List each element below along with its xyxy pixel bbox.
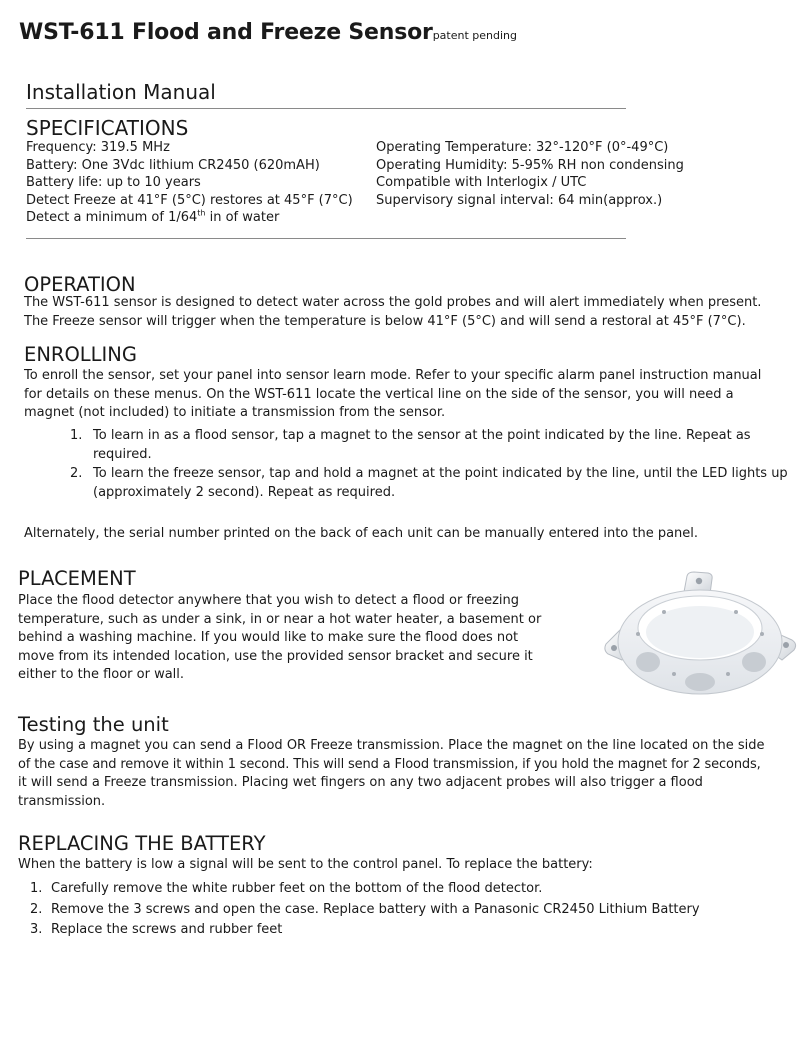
testing-line: By using a magnet you can send a Flood OR Freeze transmission. Place the magnet on the line located on the side bbox=[18, 738, 765, 753]
spec-operating-humidity: Operating Humidity: 5-95% RH non condensing bbox=[376, 157, 684, 173]
patent-pending-label: patent pending bbox=[432, 29, 518, 42]
document-title bbox=[19, 20, 517, 45]
placement-line: move from its intended location, use the provided sensor bracket and secure it bbox=[18, 648, 533, 664]
step-number: 2. bbox=[70, 466, 83, 481]
operation-line: The WST-611 sensor is designed to detect water across the gold probes and will alert immediately when present. bbox=[24, 295, 762, 310]
sensor-bracket-image bbox=[604, 570, 804, 710]
enrolling-line: magnet (not included) to initiate a transmission from the sensor. bbox=[24, 405, 446, 420]
enrolling-heading: ENROLLING bbox=[24, 343, 137, 366]
placement-text bbox=[18, 592, 588, 685]
placement-line: Place the flood detector anywhere that you wish to detect a flood or freezing bbox=[18, 593, 520, 608]
testing-line: of the case and remove it within 1 second. This will send a Flood transmission, if you hold the magnet for 2 seconds, bbox=[18, 756, 761, 772]
battery-steps bbox=[18, 880, 798, 940]
title-text: WST-611 Flood and Freeze Sensor bbox=[19, 20, 433, 45]
placement-line: temperature, such as under a sink, in or near a hot water heater, a basement or bbox=[18, 611, 542, 627]
enrolling-step: 1. To learn in as a flood sensor, tap a magnet to the sensor at the point indicated by the line. Repeat as required. bbox=[70, 428, 751, 462]
placement-heading: PLACEMENT bbox=[18, 567, 136, 590]
operation-text bbox=[24, 294, 804, 331]
sensor-bracket-icon bbox=[604, 570, 804, 710]
testing-line: it will send a Freeze transmission. Placing wet fingers on any two adjacent probes will also trigger a flood bbox=[18, 775, 703, 790]
step-number: 3. bbox=[30, 922, 43, 937]
step-number: 1. bbox=[70, 428, 83, 443]
spec-battery: Battery: One 3Vdc lithium CR2450 (620mAH) bbox=[26, 157, 320, 173]
testing-line: transmission. bbox=[18, 793, 106, 809]
spec-left-column bbox=[26, 139, 353, 227]
enrolling-text bbox=[24, 367, 804, 423]
installation-manual-heading: Installation Manual bbox=[26, 80, 216, 104]
testing-heading: Testing the unit bbox=[18, 713, 169, 736]
enrolling-alternate: Alternately, the serial number printed on the back of each unit can be manually entered into the panel. bbox=[24, 526, 699, 541]
enrolling-line: for details on these menus. On the WST-611 locate the vertical line on the side of the sensor, you will need a bbox=[24, 386, 734, 402]
spec-frequency: Frequency: 319.5 MHz bbox=[26, 140, 170, 155]
enrolling-line: To enroll the sensor, set your panel into sensor learn mode. Refer to your specific alarm panel instruction manual bbox=[24, 368, 762, 383]
operation-heading: OPERATION bbox=[24, 273, 136, 296]
battery-heading: REPLACING THE BATTERY bbox=[18, 832, 266, 855]
spec-operating-temperature: Operating Temperature: 32°-120°F (0°-49°C) bbox=[376, 140, 669, 155]
specifications-heading: SPECIFICATIONS bbox=[26, 116, 189, 140]
step-number: 2. bbox=[30, 901, 43, 917]
divider-bottom bbox=[26, 238, 626, 239]
divider-top bbox=[26, 108, 626, 109]
battery-step: 1. Carefully remove the white rubber feet on the bottom of the flood detector. bbox=[18, 880, 798, 899]
spec-min-water: Detect a minimum of 1/64th in of water bbox=[26, 208, 280, 225]
spec-supervisory-interval: Supervisory signal interval: 64 min(approx.) bbox=[376, 192, 663, 208]
spec-freeze-detect: Detect Freeze at 41°F (5°C) restores at 45°F (7°C) bbox=[26, 192, 353, 208]
spec-battery-life: Battery life: up to 10 years bbox=[26, 175, 201, 190]
operation-line: The Freeze sensor will trigger when the temperature is below 41°F (5°C) and will send a restoral at 45°F (7°C). bbox=[24, 313, 746, 329]
enrolling-step: 2. To learn the freeze sensor, tap and hold a magnet at the point indicated by the line, until the LED lights up (approximately 2 second). Repeat as required. bbox=[70, 466, 788, 500]
testing-text bbox=[18, 737, 804, 811]
spec-right-column bbox=[376, 139, 684, 209]
placement-line: behind a washing machine. If you would like to make sure the flood does not bbox=[18, 630, 519, 645]
spec-compatibility: Compatible with Interlogix / UTC bbox=[376, 175, 587, 190]
battery-step: 3. Replace the screws and rubber feet bbox=[18, 921, 798, 940]
battery-intro: When the battery is low a signal will be sent to the control panel. To replace the battery: bbox=[18, 857, 593, 872]
step-number: 1. bbox=[30, 881, 43, 896]
placement-line: either to the floor or wall. bbox=[18, 667, 185, 682]
battery-step: 2. Remove the 3 screws and open the case. Replace battery with a Panasonic CR2450 Lithium Battery bbox=[18, 901, 798, 920]
enrolling-steps bbox=[24, 427, 804, 502]
